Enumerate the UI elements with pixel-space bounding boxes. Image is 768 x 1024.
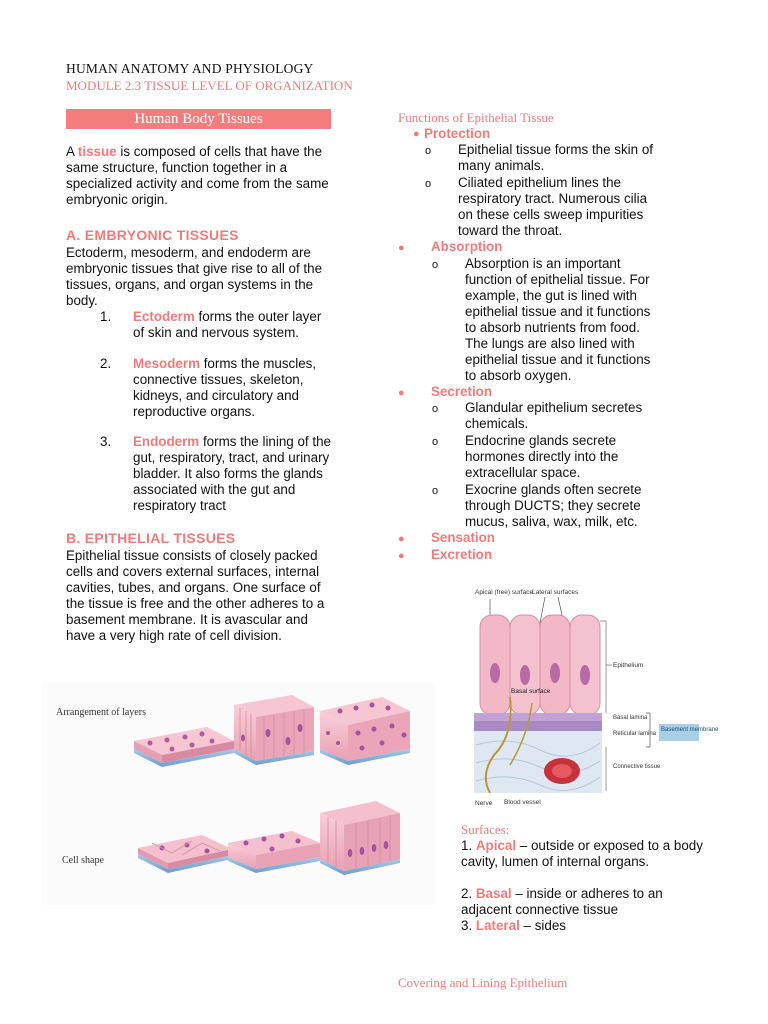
surface-lateral: 3. Lateral – sides [461, 918, 566, 933]
columnar-block [320, 801, 400, 875]
bullet-dot: ● [398, 387, 405, 399]
functions-heading: Functions of Epithelial Tissue [398, 110, 554, 125]
module-title: MODULE 2.3 TISSUE LEVEL OF ORGANIZATION [66, 78, 353, 93]
bullet-dot: ● [398, 533, 405, 545]
bullet-dot: ● [398, 550, 405, 562]
label-basement-membrane: Basement membrane [661, 727, 719, 733]
surfaces-heading: Surfaces: [461, 822, 510, 837]
bullet-dot: ● [413, 128, 420, 140]
function-secretion: Secretion [431, 384, 493, 399]
surface-basal: 2. Basal – inside or adheres to an adjacent connective tissue [461, 886, 663, 917]
function-excretion: Excretion [431, 547, 493, 562]
label-basal-lamina: Basal lamina [613, 715, 648, 721]
label-connective: Connective tissue [613, 764, 661, 770]
bullet-dot: ● [398, 242, 405, 254]
surface-apical: 1. Apical – outside or exposed to a body cavity, lumen of internal organs. [461, 838, 703, 869]
label-basal-surface: Basal surface [511, 688, 551, 695]
embryonic-paragraph: Ectoderm, mesoderm, and endoderm are embryonic tissues that give rise to all of the tissues, organs, and organ systems in the body. [66, 245, 323, 308]
columnar-cells [480, 615, 600, 715]
stratified-block [320, 697, 410, 765]
function-sensation: Sensation [431, 530, 495, 545]
footer-heading: Covering and Lining Epithelium [398, 975, 568, 990]
label-lateral: Lateral surfaces [532, 589, 579, 596]
label-apical: Apical (free) surface [475, 589, 534, 596]
epithelial-heading: B. EPITHELIAL TISSUES [66, 530, 236, 546]
label-cell-shape: Cell shape [62, 855, 104, 866]
label-vessel: Blood vessel [504, 799, 541, 806]
epithelium-structure-diagram [470, 585, 719, 811]
pseudostratified-block [234, 695, 314, 765]
epithelial-paragraph: Epithelial tissue consists of closely packed cells and covers external surfaces, internal cavities, tubes, and organs. One surface of the tissue is free and the other adheres to a basement membrane. It is avascular and have a very high rate of cell division. [66, 548, 325, 643]
label-arrangement: Arrangement of layers [56, 707, 146, 718]
simple-cuboidal-block [134, 727, 234, 767]
intro-paragraph: A tissue is composed of cells that have the same structure, function together in a specialized activity and come from the same embryonic origin. [66, 144, 329, 207]
epithelium-types-diagram [42, 683, 435, 905]
label-nerve: Nerve [475, 800, 493, 807]
section-banner: Human Body Tissues [66, 109, 331, 129]
label-reticular-lamina: Reticular lamina [613, 731, 657, 737]
function-protection: Protection [424, 126, 491, 141]
function-absorption: Absorption [431, 239, 503, 254]
keyword-tissue: tissue [77, 144, 117, 159]
cuboidal-block [228, 831, 320, 873]
squamous-block [138, 835, 232, 873]
course-title: HUMAN ANATOMY AND PHYSIOLOGY [66, 61, 314, 76]
label-epithelium: Epithelium [613, 662, 644, 669]
embryonic-heading: A. EMBRYONIC TISSUES [66, 227, 239, 243]
